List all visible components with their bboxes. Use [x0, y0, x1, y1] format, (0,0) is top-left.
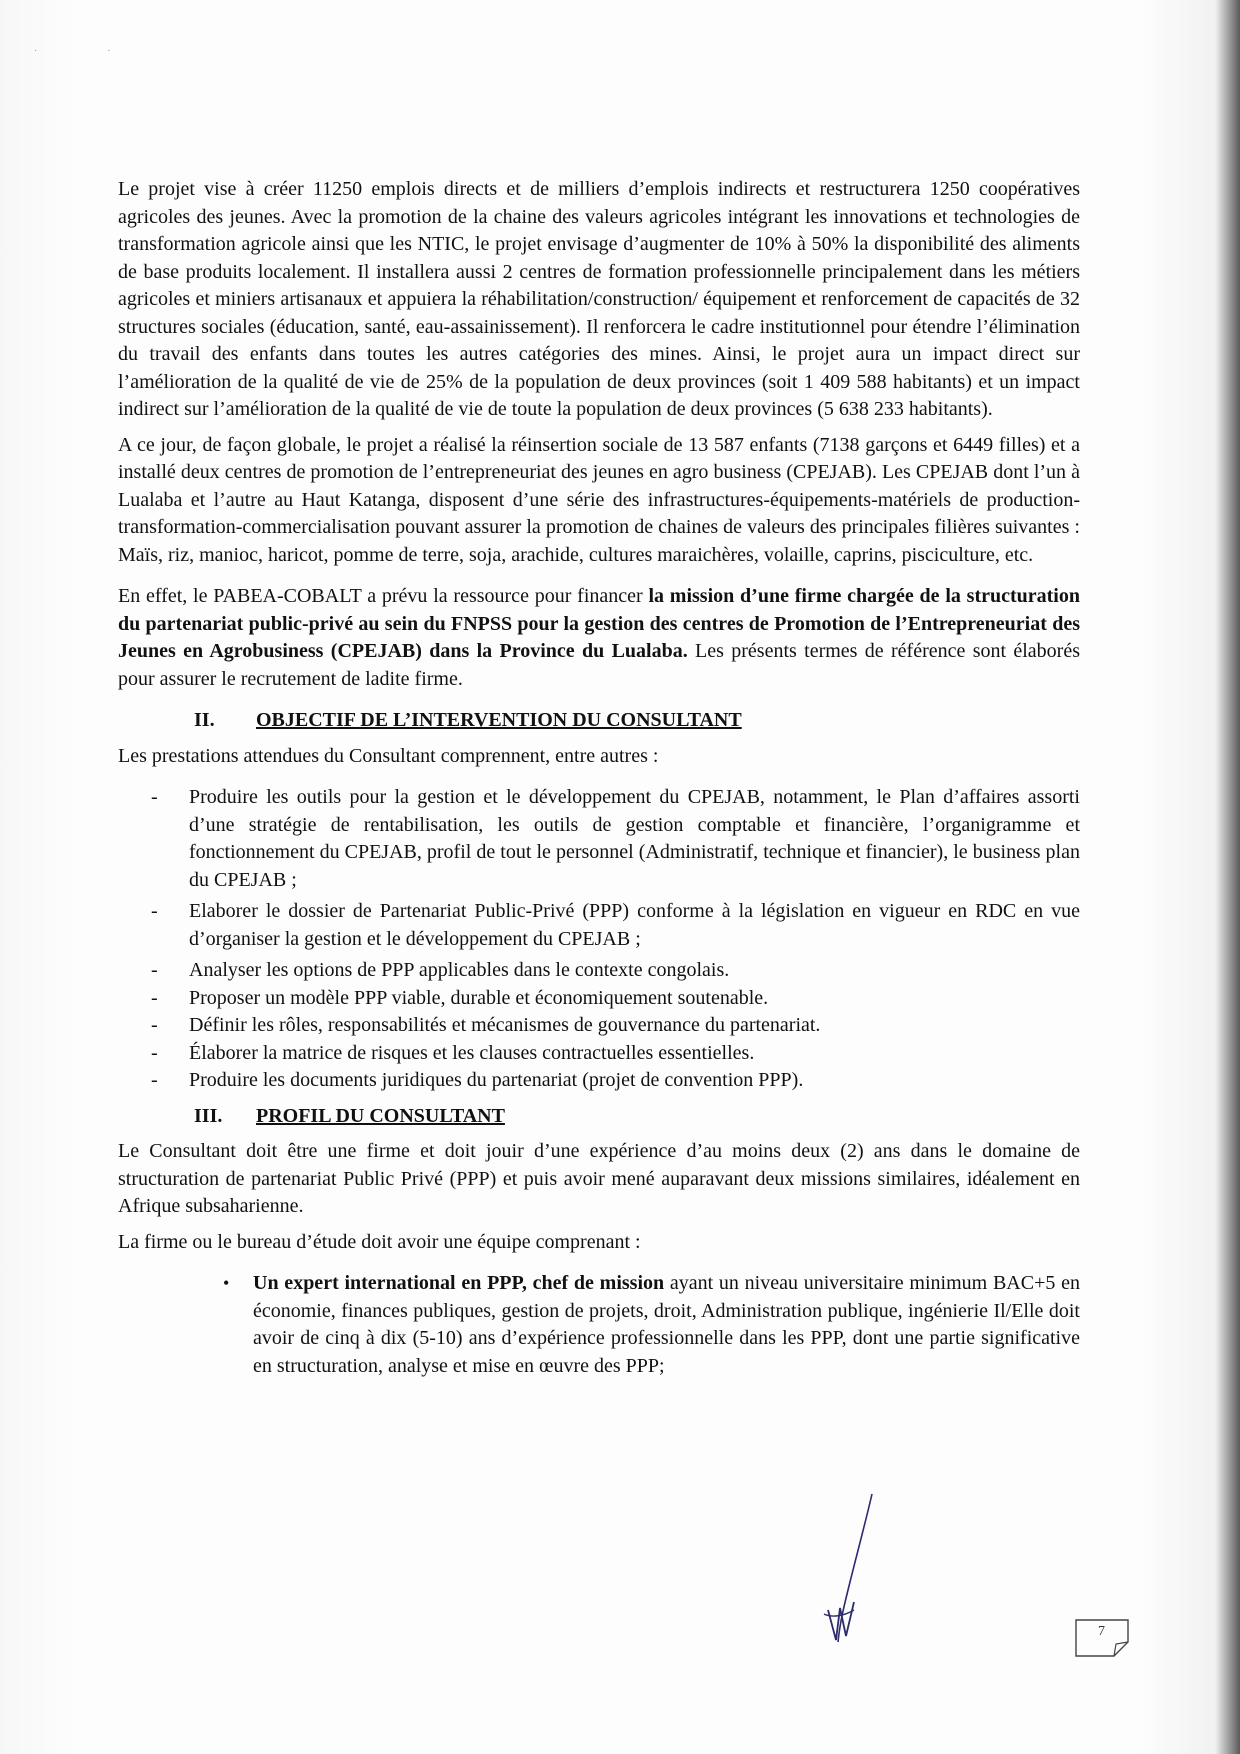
list-item: - Analyser les options de PPP applicables dans le contexte congolais. [151, 959, 730, 981]
list-item: - Définir les rôles, responsabilités et mécanismes de gouvernance du partenariat. [151, 1014, 821, 1036]
section-title: PROFIL DU CONSULTANT [256, 1104, 505, 1127]
team-intro: La firme ou le bureau d’étude doit avoir une équipe comprenant : [118, 1230, 641, 1253]
list-item: • Un expert international en PPP, chef de mission ayant un niveau universitaire minimum BAC+5 en économie, finances publiques, gestion de projets, droit, Administration publique, ingénierie Il/Elle doit avoir de cinq à dix (5-10) ans d’expérience professionnelle dans les PPP, dont une partie significative en structuration, analyse et mise en œuvre des PPP; [223, 1272, 1080, 1377]
expert-description: ayant un niveau universitaire minimum BAC+5 en économie, finances publiques, gestion de projets, droit, Administration publique, ingénierie Il/Elle doit avoir de cinq à dix (5-10) ans d’expérience professionnelle dans les PPP, dont une partie significative en structuration, analyse et mise en œuvre des PPP; [253, 1272, 1080, 1377]
mission-bold: la mission d’une firme chargée de la structuration du partenariat public-privé au sein du FNPSS pour la gestion des centres de Promotion de l’Entrepreneuriat des Jeunes en Agrobusiness (CPEJAB) dans la Province du Lualaba. [118, 585, 1080, 662]
deliverables-list [118, 784, 1080, 1095]
section-title: OBJECTIF DE L’INTERVENTION DU CONSULTANT [256, 709, 742, 731]
list-item: - Produire les documents juridiques du partenariat (projet de convention PPP). [151, 1069, 804, 1091]
mission-tail: Les présents termes de référence sont élaborés pour assurer le recrutement de ladite firme. [118, 640, 1080, 690]
expert-title: Un expert international en PPP, chef de mission [253, 1272, 665, 1294]
team-list [118, 1270, 1080, 1380]
document-content [118, 176, 1080, 1380]
profil-paragraph: Le Consultant doit être une firme et doit jouir d’une expérience d’au moins deux (2) ans dans le domaine de structuration de partenariat Public Privé (PPP) et puis avoir mené auparavant deux missions similaires, idéalement en Afrique subsaharienne. [118, 1140, 1080, 1217]
objectif-intro: Les prestations attendues du Consultant comprennent, entre autres : [118, 744, 659, 767]
list-item: - Elaborer le dossier de Partenariat Public-Privé (PPP) conforme à la législation en vigueur en RDC en vue d’organiser la gestion et le développement du CPEJAB ; [151, 900, 1080, 950]
section-number: III. [194, 1104, 223, 1127]
section-heading-profil [118, 1103, 1080, 1131]
list-item: - Élaborer la matrice de risques et les clauses contractuelles essentielles. [151, 1041, 755, 1064]
paragraph-mission [118, 583, 1080, 693]
mission-lead: En effet, le PABEA-COBALT a prévu la ressource pour financer [118, 585, 649, 607]
list-item: - Produire les outils pour la gestion et le développement du CPEJAB, notamment, le Plan d’affaires assorti d’une stratégie de rentabilisation, les outils de gestion comptable et financière, l’organigramme et fonctionnement du CPEJAB, profil de tout le personnel (Administratif, technique et financier), le business plan du CPEJAB ; [151, 786, 1080, 891]
section-heading-objectif [118, 707, 1080, 735]
paragraph-achievements: A ce jour, de façon globale, le projet a réalisé la réinsertion sociale de 13 587 enfants (7138 garçons et 6449 filles) et a installé deux centres de promotion de l’entrepreneuriat des jeunes en agro business (CPEJAB). Les CPEJAB dont l’un à Lualaba et l’autre au Haut Katanga, disposent d’une série des infrastructures-équipements-matériels de production-transformation-commercialisation pouvant assurer la promotion de chaines de valeurs des principales filières suivantes : Maïs, riz, manioc, haricot, pomme de terre, soja, arachide, cultures maraichères, volaille, caprins, pisciculture, etc. [118, 433, 1080, 566]
page-number: 7 [1098, 1624, 1105, 1639]
scan-specks: · · [34, 46, 111, 57]
handwritten-signature [810, 1490, 900, 1650]
section-number: II. [194, 709, 215, 731]
paragraph-project-goals: Le projet vise à créer 11250 emplois directs et de milliers d’emplois indirects et restructurera 1250 coopératives agricoles des jeunes. Avec la promotion de la chaine des valeurs agricoles intégrant les innovations et technologies de transformation agricole ainsi que les NTIC, le projet envisage d’augmenter de 10% à 50% la disponibilité des aliments de base produits localement. Il installera aussi 2 centres de formation professionnelle principalement dans les métiers agricoles et miniers artisanaux et appuiera la réhabilitation/construction/ équipement et renforcement de capacités de 32 structures sociales (éducation, santé, eau-assainissement). Il renforcera le cadre institutionnel pour étendre l’élimination du travail des enfants dans toutes les autres catégories des mines. Ainsi, le projet aura un impact direct sur l’amélioration de la qualité de vie de 25% de la population de deux provinces (soit 1 409 588 habitants) et un impact indirect sur l’amélioration de la qualité de vie de toute la population de deux provinces (5 638 233 habitants). [118, 178, 1080, 420]
list-item: - Proposer un modèle PPP viable, durable et économiquement soutenable. [151, 986, 769, 1009]
